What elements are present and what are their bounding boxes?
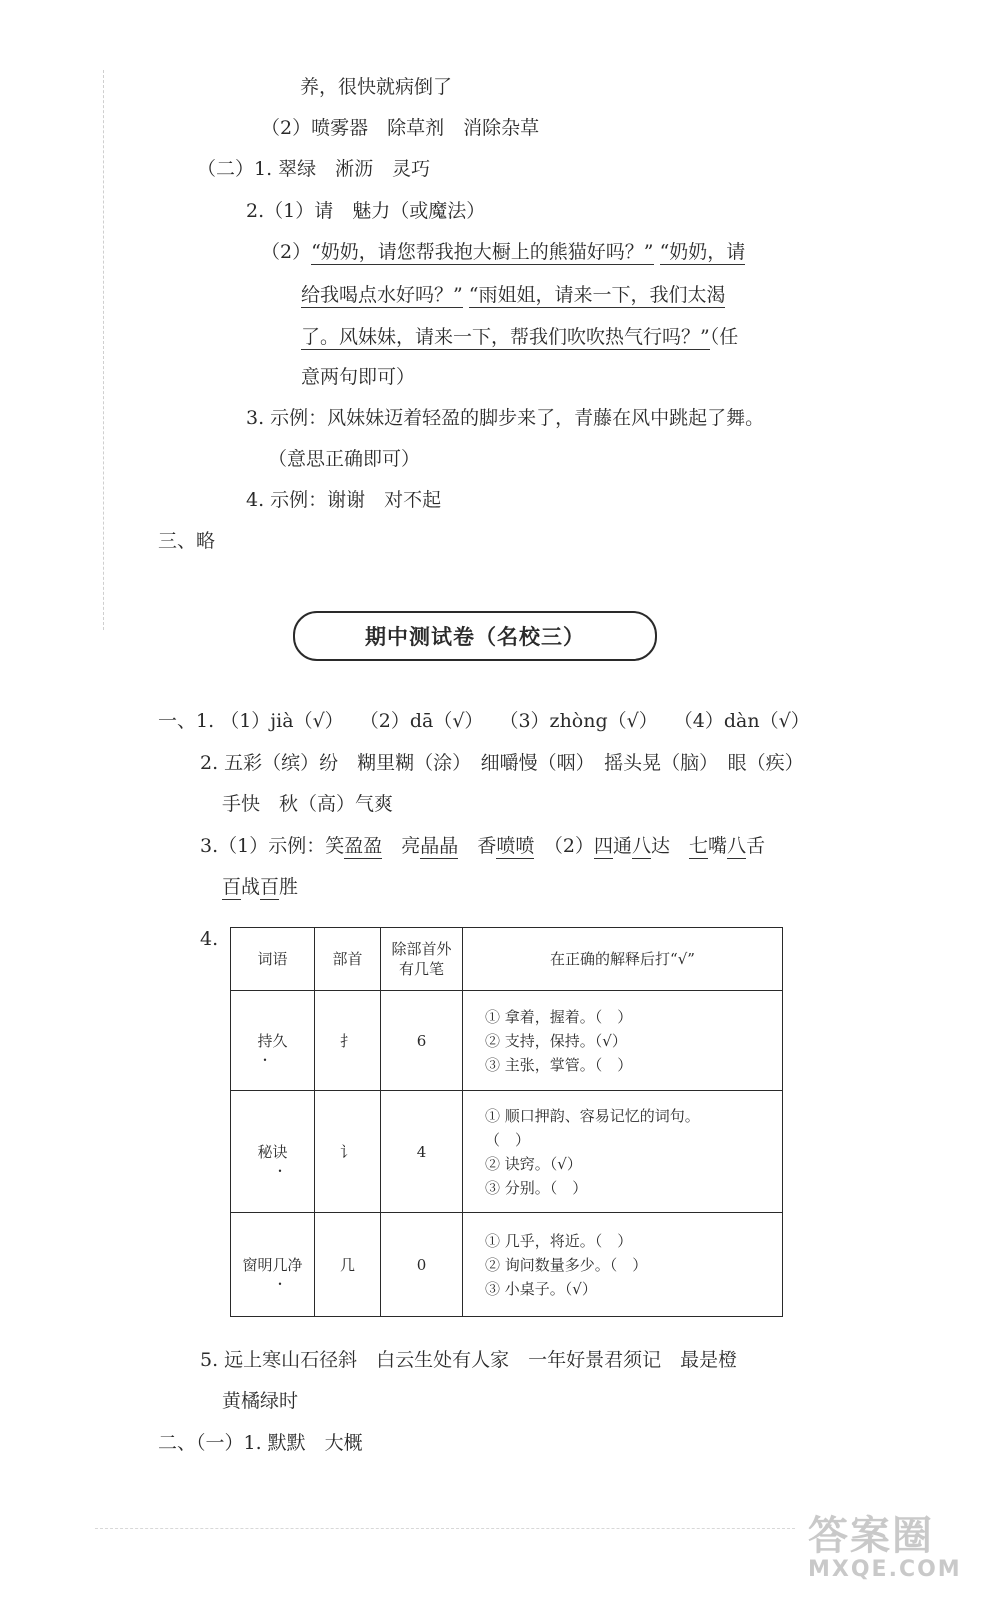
answer-line: 2.（1）请 魅力（或魔法） bbox=[246, 200, 486, 222]
underlined-answer: “雨姐姐，请来一下，我们太渴 bbox=[468, 284, 726, 306]
radical-cell: 讠 bbox=[315, 1091, 381, 1213]
strokes-cell: 6 bbox=[381, 991, 463, 1091]
answer-line: 3.（1）示例：笑盈盈 亮晶晶 香喷喷 （2）四通八达 七嘴八舌 bbox=[200, 835, 766, 857]
word-cell: 秘诀 bbox=[231, 1091, 315, 1213]
header-cell: 在正确的解释后打“√” bbox=[463, 928, 783, 991]
table-row bbox=[231, 991, 783, 1091]
page-title: 期中测试卷（名校三） bbox=[293, 611, 657, 661]
header-cell: 词语 bbox=[231, 928, 315, 991]
word-table bbox=[230, 927, 783, 1317]
answer-line bbox=[261, 239, 745, 265]
answer-line: 二、（一）1. 默默 大概 bbox=[158, 1432, 363, 1454]
watermark-logo: 答案圈 MXQE.COM bbox=[808, 1513, 962, 1582]
answer-line bbox=[301, 282, 725, 308]
answer-line: 黄橘绿时 bbox=[222, 1390, 299, 1412]
strokes-cell: 0 bbox=[381, 1213, 463, 1317]
radical-cell: 几 bbox=[315, 1213, 381, 1317]
item-number: 4. bbox=[200, 928, 219, 950]
word-cell: 持久 bbox=[231, 991, 315, 1091]
options-cell: ① 几乎，将近。（ ） ② 询问数量多少。（ ） ③ 小桌子。（√） bbox=[463, 1213, 783, 1317]
answer-line: 一、1. （1）jià（√） （2）dā（√） （3）zhòng（√） （4）dàn（√） bbox=[158, 710, 810, 732]
strokes-cell: 4 bbox=[381, 1091, 463, 1213]
answer-line: 手快 秋（高）气爽 bbox=[222, 793, 394, 815]
options-cell: ① 顺口押韵、容易记忆的词句。 （ ） ② 诀窍。（√） ③ 分别。（ ） bbox=[463, 1091, 783, 1213]
answer-line: 4. 示例：谢谢 对不起 bbox=[246, 489, 442, 511]
underlined-answer: “奶奶，请 bbox=[659, 241, 746, 263]
answer-line: （2）喷雾器 除草剂 消除杂草 bbox=[261, 117, 540, 139]
radical-cell: 扌 bbox=[315, 991, 381, 1091]
item-number: 一、1. bbox=[158, 710, 215, 732]
answer-line: 意两句即可） bbox=[301, 366, 416, 388]
underlined-answer: 给我喝点水好吗？” bbox=[301, 284, 463, 306]
answer-line: 2. 五彩（缤）纷 糊里糊（涂） 细嚼慢（咽） 摇头晃（脑） 眼（疾） bbox=[200, 752, 804, 774]
underlined-answer: “奶奶，请您帮我抱大橱上的熊猫好吗？” bbox=[311, 241, 654, 263]
item-number: （2） bbox=[261, 241, 312, 263]
answer-line: 了。风妹妹，请来一下，帮我们吹吹热气行吗？”（任 bbox=[301, 326, 739, 348]
answer-line: 百战百胜 bbox=[222, 876, 299, 898]
answer-line: 3. 示例：风妹妹迈着轻盈的脚步来了，青藤在风中跳起了舞。 bbox=[246, 407, 765, 429]
answer-line: 养，很快就病倒了 bbox=[300, 76, 453, 98]
table-row bbox=[231, 1213, 783, 1317]
options-cell: ① 拿着，握着。（ ） ② 支持，保持。（√） ③ 主张，掌管。（ ） bbox=[463, 991, 783, 1091]
table-row bbox=[231, 1091, 783, 1213]
underlined-answer: 了。风妹妹，请来一下，帮我们吹吹热气行吗？” bbox=[301, 326, 710, 348]
header-cell: 部首 bbox=[315, 928, 381, 991]
word-cell: 窗明几净 bbox=[231, 1213, 315, 1317]
answer-line: （二）1. 翠绿 淅沥 灵巧 bbox=[197, 158, 431, 180]
margin-guide-line bbox=[103, 70, 104, 630]
section-heading: 三、略 bbox=[158, 530, 216, 552]
footer-divider bbox=[95, 1528, 795, 1529]
table-header-row bbox=[231, 928, 783, 991]
header-cell: 除部首外有几笔 bbox=[381, 928, 463, 991]
answer-line: （意思正确即可） bbox=[268, 448, 421, 470]
answer-line: 5. 远上寒山石径斜 白云生处有人家 一年好景君须记 最是橙 bbox=[200, 1349, 738, 1371]
